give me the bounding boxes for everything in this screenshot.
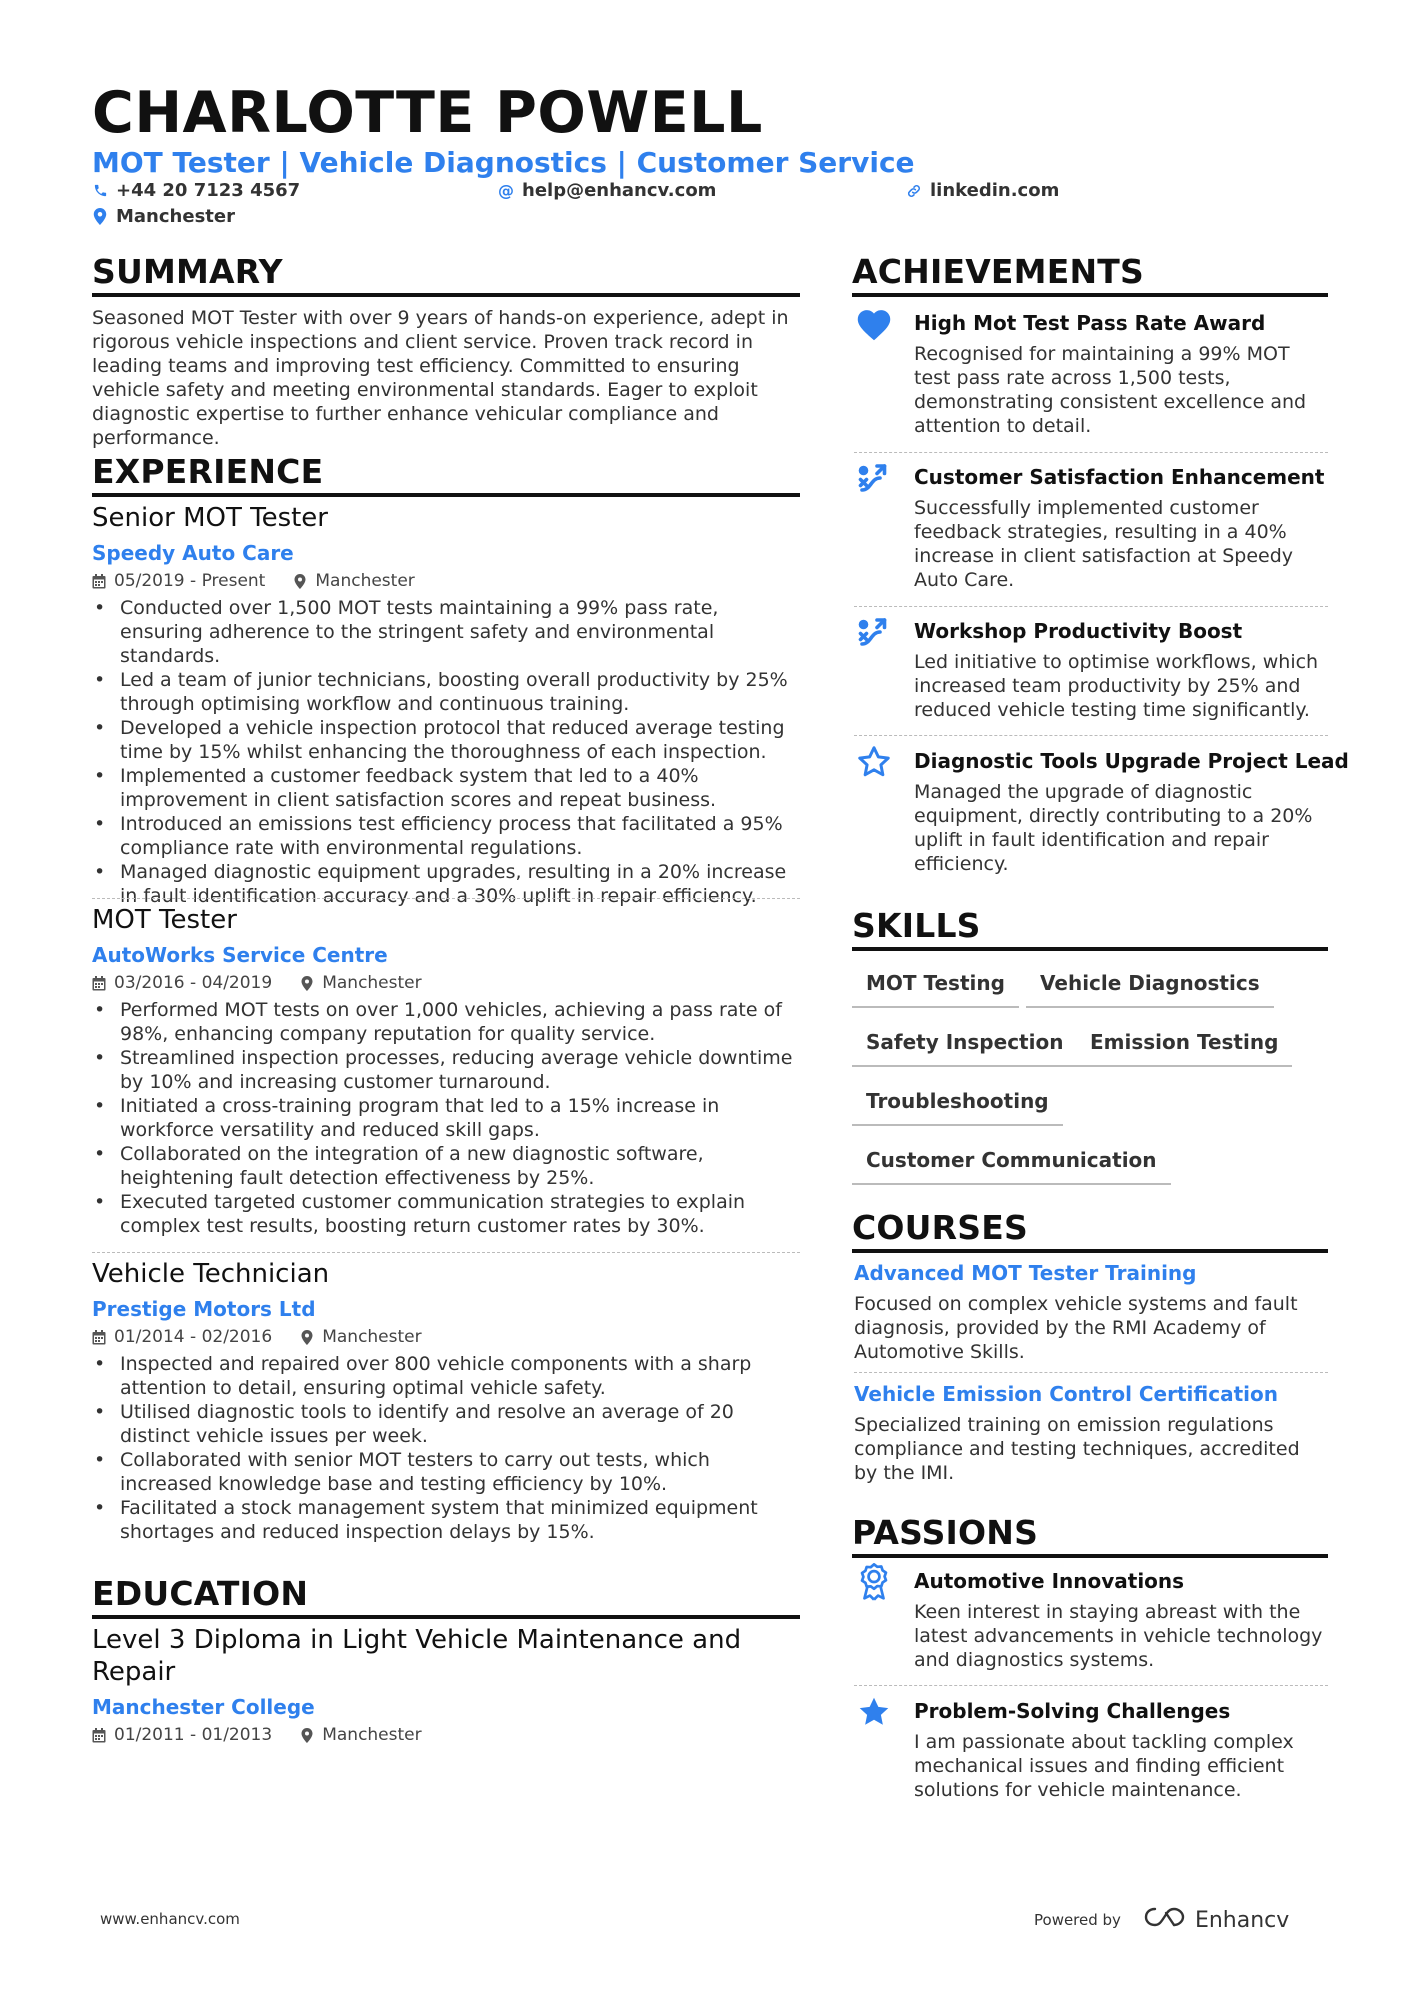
experience-divider <box>92 493 800 497</box>
course-separator <box>854 1372 1328 1373</box>
education-location-text: Manchester <box>322 1725 422 1745</box>
achievement-title: High Mot Test Pass Rate Award <box>914 311 1266 335</box>
calendar-icon <box>92 1330 106 1345</box>
achievement-title: Diagnostic Tools Upgrade Project Lead <box>914 749 1349 773</box>
course-desc: Focused on complex vehicle systems and fault diagnosis, provided by the RMI Academy of Automotive Skills. <box>854 1293 1298 1363</box>
job-meta <box>92 1326 800 1348</box>
course-desc: Specialized training on emission regulations compliance and testing techniques, accredited by the IMI. <box>854 1414 1300 1484</box>
job-dates-text: 01/2014 - 02/2016 <box>114 1327 273 1347</box>
location-text: Manchester <box>116 206 235 227</box>
passion-item <box>854 1562 1328 1682</box>
job-location-text: Manchester <box>322 973 422 993</box>
achievement-separator <box>854 735 1328 736</box>
passion-desc: Keen interest in staying abreast with the latest advancements in vehicle technology and diagnostics systems. <box>914 1601 1323 1671</box>
bullet-item: • Performed MOT tests on over 1,000 vehicles, achieving a pass rate of 98%, enhancing company reputation for quality service. <box>92 998 800 1046</box>
headline: MOT Tester | Vehicle Diagnostics | Customer Service <box>92 146 915 179</box>
bullet-item: • Managed diagnostic equipment upgrades, resulting in a 20% increase in fault identification accuracy and a 30% uplift in repair efficiency. <box>92 860 800 908</box>
star-outline-icon <box>854 742 894 782</box>
enhancv-logo[interactable] <box>1143 1905 1289 1935</box>
job-bullets <box>92 596 800 908</box>
bullet-item: • Executed targeted customer communication strategies to explain complex test results, boosting return customer rates by 30%. <box>92 1190 800 1238</box>
skills-heading: SKILLS <box>852 906 981 945</box>
achievement-title: Workshop Productivity Boost <box>914 619 1243 643</box>
bullet-item: • Led a team of junior technicians, boosting overall productivity by 25% through optimising workflow and continuous training. <box>92 668 800 716</box>
job-dates-text: 03/2016 - 04/2019 <box>114 973 273 993</box>
achievement-desc: Led initiative to optimise workflows, which increased team productivity by 25% and reduced vehicle testing time significantly. <box>914 651 1319 721</box>
bullet-item: • Collaborated on the integration of a new diagnostic software, heightening fault detection effectiveness by 25%. <box>92 1142 800 1190</box>
summary-divider <box>92 293 800 297</box>
location-pin-icon <box>293 574 307 589</box>
skill-tag: Troubleshooting <box>852 1088 1063 1126</box>
experience-heading: EXPERIENCE <box>92 452 324 491</box>
passion-separator <box>854 1685 1328 1686</box>
job-title: MOT Tester <box>92 905 237 935</box>
job-entry <box>92 502 800 908</box>
job-entry <box>92 1258 800 1544</box>
bullet-item: • Streamlined inspection processes, reducing average vehicle downtime by 10% and increasing customer turnaround. <box>92 1046 800 1094</box>
job-entry <box>92 904 800 1238</box>
location-pin-icon <box>92 208 108 226</box>
footer-branding <box>1034 1905 1289 1935</box>
route-icon <box>854 458 894 498</box>
link-icon <box>906 182 922 200</box>
location-pin-icon <box>300 1728 314 1743</box>
powered-by-label: Powered by <box>1034 1911 1121 1929</box>
location-pin-icon <box>300 1330 314 1345</box>
bullet-item: • Collaborated with senior MOT testers to carry out tests, which increased knowledge base and testing efficiency by 10%. <box>92 1448 800 1496</box>
at-icon: @ <box>498 181 514 200</box>
course-title: Advanced MOT Tester Training <box>854 1261 1197 1285</box>
contact-phone <box>92 180 300 201</box>
route-icon <box>854 612 894 652</box>
skill-tag: Customer Communication <box>852 1147 1171 1185</box>
bullet-item: • Developed a vehicle inspection protocol that reduced average testing time by 15% whilst enhancing the thoroughness of each inspection. <box>92 716 800 764</box>
job-title: Senior MOT Tester <box>92 503 328 533</box>
achievement-desc: Managed the upgrade of diagnostic equipment, directly contributing to a 20% uplift in fault identification and repair efficiency. <box>914 781 1313 875</box>
job-dates <box>92 570 265 592</box>
achievement-desc: Successfully implemented customer feedback strategies, resulting in a 40% increase in client satisfaction at Speedy Auto Care. <box>914 497 1294 591</box>
passion-title: Automotive Innovations <box>914 1569 1185 1593</box>
job-meta <box>92 570 800 592</box>
courses-divider <box>852 1249 1328 1253</box>
bullet-item: • Facilitated a stock management system that minimized equipment shortages and reduced inspection delays by 15%. <box>92 1496 800 1544</box>
degree-title: Level 3 Diploma in Light Vehicle Maintenance and Repair <box>92 1625 742 1687</box>
company-name: AutoWorks Service Centre <box>92 943 388 967</box>
job-separator <box>92 1252 800 1253</box>
passion-title: Problem-Solving Challenges <box>914 1699 1231 1723</box>
phone-icon <box>92 182 108 200</box>
job-dates-text: 05/2019 - Present <box>114 571 266 591</box>
achievement-separator <box>854 452 1328 453</box>
award-icon <box>854 1562 894 1602</box>
job-meta <box>92 972 800 994</box>
education-divider <box>92 1615 800 1619</box>
skills-divider <box>852 947 1328 951</box>
bullet-item: • Implemented a customer feedback system that led to a 40% improvement in client satisfaction scores and repeat business. <box>92 764 800 812</box>
education-dates <box>92 1724 272 1746</box>
bullet-item: • Introduced an emissions test efficiency process that facilitated a 95% compliance rate with environmental regulations. <box>92 812 800 860</box>
education-entry <box>92 1624 800 1746</box>
contact-linkedin[interactable] <box>906 180 1059 201</box>
job-title: Vehicle Technician <box>92 1259 330 1289</box>
passion-desc: I am passionate about tackling complex mechanical issues and finding efficient solutions for vehicle maintenance. <box>914 1731 1294 1801</box>
achievement-item <box>854 304 1328 444</box>
calendar-icon <box>92 574 106 589</box>
achievement-desc: Recognised for maintaining a 99% MOT test pass rate across 1,500 tests, demonstrating consistent excellence and attention to detail. <box>914 343 1307 437</box>
achievement-separator <box>854 606 1328 607</box>
linkedin-text[interactable]: linkedin.com <box>930 180 1060 201</box>
contact-email[interactable] <box>498 180 716 201</box>
enhancv-logo-icon <box>1143 1905 1189 1935</box>
bullet-item: • Inspected and repaired over 800 vehicle components with a sharp attention to detail, ensuring optimal vehicle safety. <box>92 1352 800 1400</box>
bullet-item: • Initiated a cross-training program that led to a 15% increase in workforce versatility and reduced skill gaps. <box>92 1094 800 1142</box>
achievements-heading: ACHIEVEMENTS <box>852 252 1144 291</box>
achievement-item <box>854 458 1328 598</box>
bullet-item: • Utilised diagnostic tools to identify and resolve an average of 20 distinct vehicle issues per week. <box>92 1400 800 1448</box>
bullet-item: • Conducted over 1,500 MOT tests maintaining a 99% pass rate, ensuring adherence to the stringent safety and environmental standards. <box>92 596 800 668</box>
school-name: Manchester College <box>92 1695 315 1719</box>
skill-tag: Safety Inspection <box>852 1029 1077 1067</box>
footer-website[interactable]: www.enhancv.com <box>100 1910 240 1928</box>
job-location-text: Manchester <box>322 1327 422 1347</box>
company-name: Prestige Motors Ltd <box>92 1297 316 1321</box>
summary-heading: SUMMARY <box>92 252 283 291</box>
enhancv-brand-text: Enhancv <box>1194 1907 1290 1933</box>
course-title: Vehicle Emission Control Certification <box>854 1382 1278 1406</box>
education-location <box>300 1724 421 1746</box>
achievements-divider <box>852 293 1328 297</box>
contact-location <box>92 206 235 227</box>
star-filled-icon <box>854 1692 894 1732</box>
job-separator <box>92 898 800 899</box>
skill-tag: MOT Testing <box>852 970 1019 1008</box>
phone-text: +44 20 7123 4567 <box>116 180 301 201</box>
achievement-title: Customer Satisfaction Enhancement <box>914 465 1325 489</box>
passion-item <box>854 1692 1328 1812</box>
candidate-name: CHARLOTTE POWELL <box>92 80 763 146</box>
heart-icon <box>854 304 894 344</box>
location-pin-icon <box>300 976 314 991</box>
skill-tag: Vehicle Diagnostics <box>1026 970 1274 1008</box>
company-name: Speedy Auto Care <box>92 541 294 565</box>
achievement-item <box>854 612 1328 728</box>
skill-tag: Emission Testing <box>1076 1029 1292 1067</box>
education-heading: EDUCATION <box>92 1574 309 1613</box>
job-location <box>300 972 421 994</box>
job-location-text: Manchester <box>315 571 415 591</box>
job-dates <box>92 972 272 994</box>
job-bullets <box>92 1352 800 1544</box>
email-text[interactable]: help@enhancv.com <box>522 180 717 201</box>
summary-text: Seasoned MOT Tester with over 9 years of hands-on experience, adept in rigorous vehicle inspections and client service. Proven track record in leading teams and improving test efficiency. Committed to ensuring vehicle safety and meeting environmental standards. Eager to exploit diagnostic expertise to further enhance vehicular compliance and performance. <box>92 307 789 449</box>
courses-heading: COURSES <box>852 1208 1028 1247</box>
job-bullets <box>92 998 800 1238</box>
achievement-item <box>854 742 1349 882</box>
calendar-icon <box>92 1728 106 1743</box>
job-dates <box>92 1326 272 1348</box>
job-location <box>300 1326 421 1348</box>
education-dates-text: 01/2011 - 01/2013 <box>114 1725 273 1745</box>
job-location <box>293 570 414 592</box>
calendar-icon <box>92 976 106 991</box>
passions-heading: PASSIONS <box>852 1513 1039 1552</box>
passions-divider <box>852 1554 1328 1558</box>
education-meta <box>92 1724 800 1746</box>
